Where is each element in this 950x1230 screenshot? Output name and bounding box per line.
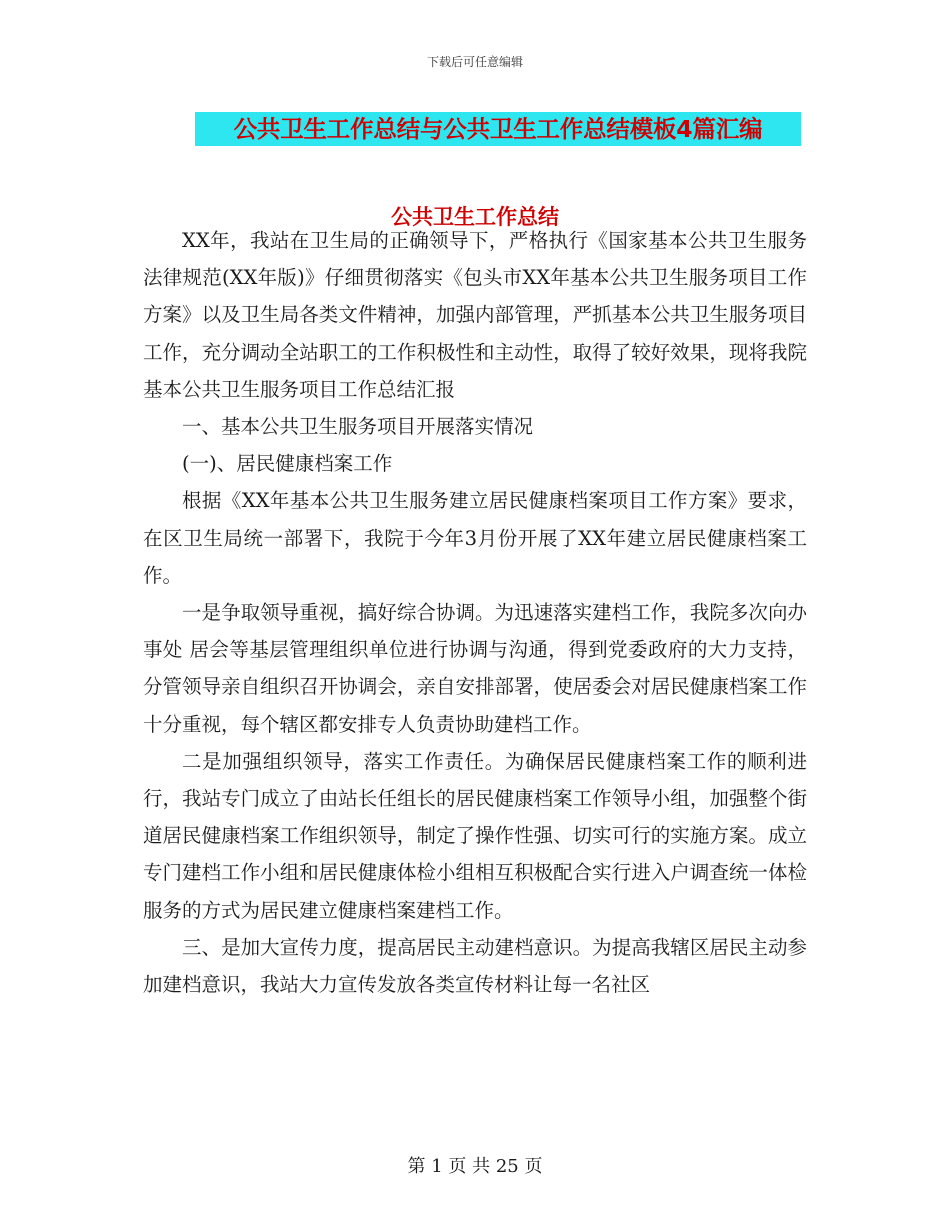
document-main-title: 公共卫生工作总结与公共卫生工作总结模板4篇汇编: [195, 112, 801, 146]
paragraph-intro: XX年，我站在卫生局的正确领导下，严格执行《国家基本公共卫生服务法律规范(XX年版)》仔细贯彻落实《包头市XX年基本公共卫生服务项目工作方案》以及卫生局各类文件精神，加强内部管理，严抓基本公共卫生服务项目工作，充分调动全站职工的工作积极性和主动性，取得了较好效果，现将我院基本公共卫生服务项目工作总结汇报: [143, 229, 807, 401]
heading-subsection-1: (一)、居民健康档案工作: [182, 452, 393, 476]
paragraph-point-1: 一是争取领导重视，搞好综合协调。为迅速落实建档工作，我院多次向办事处 居会等基层管理组织单位进行协调与沟通，得到党委政府的大力支持，分管领导亲自组织召开协调会，亲自安排部署，使居委会对居民健康档案工作十分重视，每个辖区都安排专人负责协助建档工作。: [143, 601, 807, 736]
paragraph-basis: 根据《XX年基本公共卫生服务建立居民健康档案项目工作方案》要求，在区卫生局统一部署下，我院于今年3月份开展了XX年建立居民健康档案工作。: [143, 489, 807, 587]
paragraph-point-3: 三、是加大宣传力度，提高居民主动建档意识。为提高我辖区居民主动参加建档意识，我站大力宣传发放各类宣传材料让每一名社区: [143, 935, 807, 997]
document-body: [143, 222, 807, 1003]
heading-section-1: 一、基本公共卫生服务项目开展落实情况: [182, 415, 534, 439]
section-title: 公共卫生工作总结: [391, 205, 559, 229]
paragraph-point-2: 二是加强组织领导，落实工作责任。为确保居民健康档案工作的顺利进行，我站专门成立了由站长任组长的居民健康档案工作领导小组，加强整个街道居民健康档案工作组织领导，制定了操作性强、切实可行的实施方案。成立专门建档工作小组和居民健康体检小组相互积极配合实行进入户调查统一体检服务的方式为居民建立健康档案建档工作。: [143, 749, 807, 922]
page-footer: 第 1 页 共 25 页: [407, 1156, 543, 1177]
header-note: 下载后可任意编辑: [426, 55, 523, 69]
